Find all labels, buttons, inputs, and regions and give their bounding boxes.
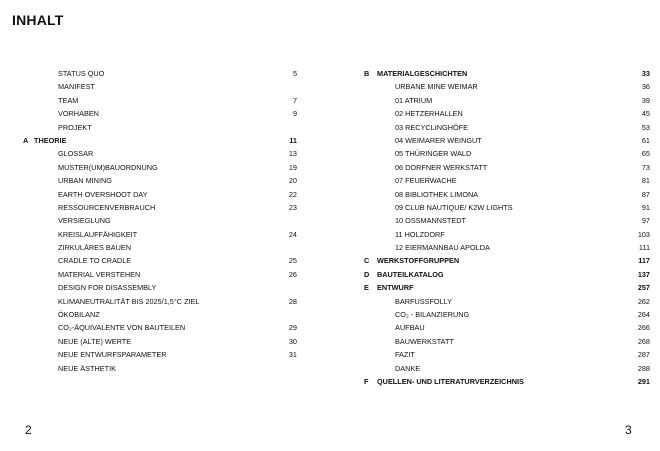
toc-entry-row [23, 335, 297, 348]
toc-entry-row [364, 94, 650, 107]
toc-entry-title: NEUE ÄSTHETIK [58, 363, 116, 373]
toc-entry-title: KLIMANEUTRALITÄT BIS 2025/1,5°C ZIEL [58, 296, 200, 306]
toc-entry-row [23, 295, 297, 308]
toc-entry-row [364, 308, 650, 321]
toc-entry-title: PROJEKT [58, 122, 92, 132]
toc-entry-row [364, 134, 650, 147]
toc-entry-row [23, 228, 297, 241]
toc-page-number: 26 [288, 269, 297, 279]
toc-section-row [364, 281, 650, 294]
toc-page-number: 19 [288, 162, 297, 172]
toc-page-number: 31 [288, 350, 297, 360]
toc-page-number: 257 [637, 283, 650, 293]
toc-page-number: 24 [288, 229, 297, 239]
toc-entry-row [364, 362, 650, 375]
toc-page-number: 97 [641, 216, 650, 226]
toc-entry-title: FAZIT [395, 350, 415, 360]
toc-page-number: 111 [638, 243, 650, 253]
section-letter: D [364, 269, 370, 279]
toc-entry-title: VORHABEN [58, 109, 99, 119]
toc-page-number: 103 [637, 229, 650, 239]
toc-entry-row [364, 348, 650, 361]
toc-page-number: 73 [641, 162, 650, 172]
toc-page-number: 137 [637, 269, 650, 279]
toc-page-number: 13 [288, 149, 297, 159]
toc-page-number: 268 [637, 336, 650, 346]
toc-page-number: 288 [637, 363, 650, 373]
toc-entry-title: AUFBAU [395, 323, 425, 333]
left-page-number: 2 [25, 423, 32, 437]
toc-entry-title: ÖKOBILANZ [58, 310, 100, 320]
section-letter: B [364, 69, 370, 78]
toc-page-number: 291 [637, 376, 650, 386]
toc-entry-title: CO₂ - BILANZIERUNG [395, 310, 470, 320]
toc-page-number: 65 [641, 149, 650, 159]
toc-entry-title: 03 RECYCLINGHÖFE [395, 122, 468, 132]
toc-entry-row [23, 67, 297, 80]
toc-entry-row [364, 147, 650, 160]
toc-entry-title: MUSTER(UM)BAUORDNUNG [58, 162, 158, 172]
section-letter: A [23, 135, 29, 145]
toc-section-title: BAUTEILKATALOG [377, 269, 444, 279]
toc-entry-title: EARTH OVERSHOOT DAY [58, 189, 148, 199]
toc-page-number: 28 [288, 296, 297, 306]
toc-page-number: 266 [637, 323, 650, 333]
toc-entry-title: 08 BIBLIOTHEK LIMONA [395, 189, 479, 199]
toc-entry-row [23, 188, 297, 201]
toc-entry-title: VERSIEGLUNG [58, 216, 111, 226]
toc-page-number: 9 [292, 109, 297, 119]
toc-entry-title: TEAM [58, 95, 79, 105]
toc-entry-title: 09 CLUB NAUTIQUE/ K2W LIGHTS [395, 202, 513, 212]
toc-entry-title: RESSOURCENVERBRAUCH [58, 202, 156, 212]
toc-entry-row [23, 94, 297, 107]
toc-page-number: 81 [641, 176, 650, 186]
toc-entry-title: NEUE ENTWURFSPARAMETER [58, 350, 167, 360]
toc-section-row [364, 254, 650, 267]
toc-entry-title: ZIRKULÄRES BAUEN [58, 243, 131, 253]
toc-entry-row [364, 107, 650, 120]
toc-entry-title: 06 DORFNER WERKSTATT [395, 162, 488, 172]
section-letter: F [364, 376, 369, 386]
toc-left-column [23, 67, 297, 375]
toc-entry-title: CO₂-ÄQUIVALENTE VON BAUTEILEN [58, 323, 186, 333]
toc-page-number: 91 [641, 202, 650, 212]
toc-entry-title: KREISLAUFFÄHIGKEIT [58, 229, 138, 239]
toc-page-number: 23 [288, 202, 297, 212]
toc-entry-row [364, 214, 650, 227]
toc-page-number: 30 [288, 336, 297, 346]
toc-entry-row [23, 80, 297, 93]
toc-entry-title: BARFUSSFOLLY [395, 296, 453, 306]
toc-entry-row [23, 107, 297, 120]
toc-entry-title: DANKE [395, 363, 421, 373]
toc-entry-title: 02 HETZERHALLEN [395, 109, 463, 119]
toc-entry-row [23, 308, 297, 321]
toc-entry-title: MATERIAL VERSTEHEN [58, 269, 141, 279]
toc-entry-row [23, 241, 297, 254]
toc-entry-row [23, 121, 297, 134]
toc-section-row [364, 375, 650, 388]
toc-entry-title: 05 THÜRINGER WALD [395, 149, 472, 159]
toc-section-row [364, 268, 650, 281]
toc-entry-title: URBAN MINING [58, 176, 112, 186]
toc-page-number: 287 [637, 350, 650, 360]
toc-section-title: THEORIE [34, 135, 67, 145]
toc-page-number: 5 [292, 69, 297, 78]
toc-entry-row [364, 161, 650, 174]
toc-page-number: 20 [288, 176, 297, 186]
toc-entry-row [364, 295, 650, 308]
toc-entry-row [23, 268, 297, 281]
toc-page-number: 33 [641, 69, 650, 78]
toc-entry-title: 04 WEIMARER WEINGUT [395, 135, 482, 145]
toc-entry-title: GLOSSAR [58, 149, 94, 159]
toc-entry-row [23, 174, 297, 187]
toc-section-row [23, 134, 297, 147]
toc-entry-row [364, 188, 650, 201]
toc-section-title: WERKSTOFFGRUPPEN [377, 256, 460, 266]
toc-entry-row [364, 121, 650, 134]
toc-entry-title: 11 HOLZDORF [395, 229, 445, 239]
toc-section-row [364, 67, 650, 80]
toc-page-number: 39 [641, 95, 650, 105]
toc-page-number: 262 [637, 296, 650, 306]
toc-entry-row [23, 321, 297, 334]
section-letter: E [364, 283, 369, 293]
toc-entry-title: 12 EIERMANNBAU APOLDA [395, 243, 490, 253]
toc-entry-row [364, 201, 650, 214]
toc-right-column [364, 67, 650, 388]
toc-page-number: 61 [641, 135, 650, 145]
toc-entry-title: MANIFEST [58, 82, 95, 92]
toc-page-number: 117 [638, 256, 650, 266]
toc-entry-title: BAUWERKSTATT [395, 336, 454, 346]
toc-entry-row [23, 147, 297, 160]
toc-section-title: ENTWURF [377, 283, 414, 293]
toc-entry-row [23, 254, 297, 267]
toc-page-number: 7 [292, 95, 297, 105]
toc-entry-row [23, 362, 297, 375]
right-page-number: 3 [625, 423, 632, 437]
toc-entry-title: CRADLE TO CRADLE [58, 256, 132, 266]
toc-entry-row [364, 241, 650, 254]
toc-section-title: MATERIALGESCHICHTEN [377, 69, 468, 78]
toc-entry-title: URBANE MINE WEIMAR [395, 82, 478, 92]
toc-entry-row [23, 348, 297, 361]
toc-entry-row [23, 201, 297, 214]
toc-entry-row [364, 80, 650, 93]
toc-page-number: 264 [637, 310, 650, 320]
toc-entry-row [23, 161, 297, 174]
toc-entry-title: 10 OSSMANNSTEDT [395, 216, 466, 226]
toc-page-number: 45 [641, 109, 650, 119]
toc-entry-title: NEUE (ALTE) WERTE [58, 336, 132, 346]
toc-entry-title: STATUS QUO [58, 69, 105, 78]
toc-page-number: 22 [288, 189, 297, 199]
page-title: INHALT [12, 12, 64, 28]
toc-page-number: 29 [288, 323, 297, 333]
toc-page-number: 87 [641, 189, 650, 199]
toc-entry-row [364, 335, 650, 348]
toc-entry-row [364, 321, 650, 334]
toc-entry-title: DESIGN FOR DISASSEMBLY [58, 283, 157, 293]
toc-page-number: 36 [641, 82, 650, 92]
toc-entry-title: 01 ATRIUM [395, 95, 433, 105]
toc-page-number: 53 [641, 122, 650, 132]
toc-entry-row [23, 214, 297, 227]
toc-entry-title: 07 FEUERWACHE [395, 176, 457, 186]
toc-entry-row [364, 174, 650, 187]
toc-entry-row [364, 228, 650, 241]
toc-section-title: QUELLEN- UND LITERATURVERZEICHNIS [377, 376, 524, 386]
section-letter: C [364, 256, 370, 266]
toc-entry-row [23, 281, 297, 294]
toc-page-number: 11 [289, 135, 297, 145]
toc-page-number: 25 [288, 256, 297, 266]
